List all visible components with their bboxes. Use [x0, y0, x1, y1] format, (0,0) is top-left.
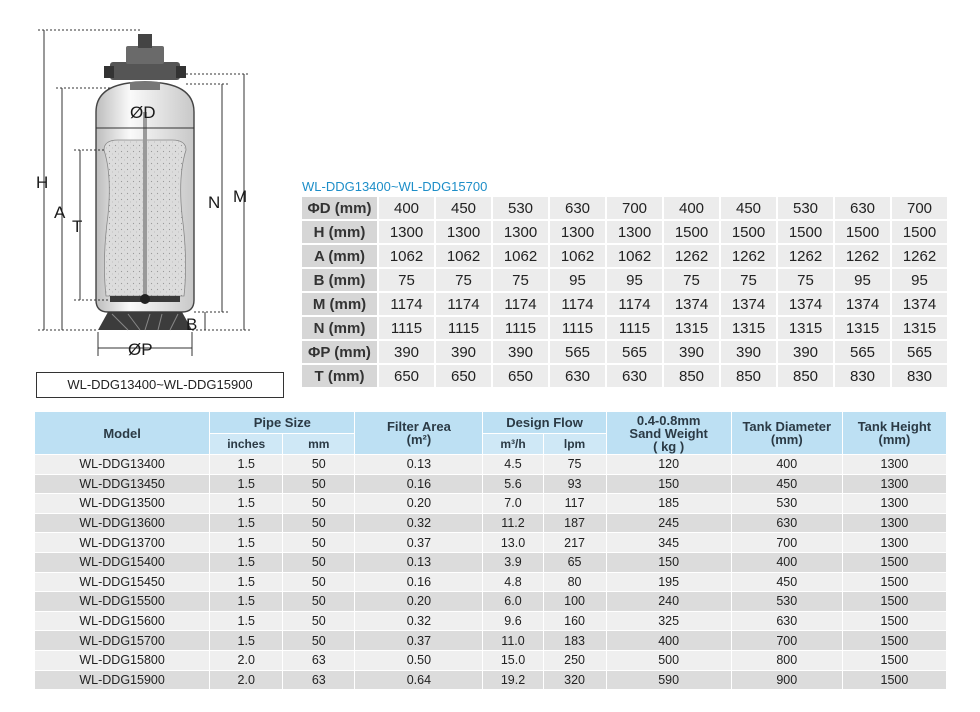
- spec-cell: 11.2: [483, 514, 543, 534]
- dimension-cell: 75: [721, 269, 778, 293]
- spec-cell: 4.5: [483, 455, 543, 475]
- spec-cell: 117: [544, 494, 607, 514]
- spec-cell: 4.8: [483, 573, 543, 593]
- spec-cell: 0.37: [355, 533, 483, 553]
- dimension-cell: 75: [436, 269, 493, 293]
- dimension-cell: 75: [493, 269, 550, 293]
- spec-cell: 50: [283, 533, 355, 553]
- dimension-row: [302, 269, 949, 293]
- dimension-cell: 390: [436, 341, 493, 365]
- filter-tank-diagram: [0, 0, 300, 405]
- spec-cell: 19.2: [483, 671, 543, 691]
- spec-cell: 1300: [843, 455, 947, 475]
- dimension-cell: 700: [607, 197, 664, 221]
- dimension-cell: 1062: [607, 245, 664, 269]
- dimension-cell: 1300: [550, 221, 607, 245]
- spec-row: [35, 592, 947, 612]
- spec-cell: 0.13: [355, 553, 483, 573]
- spec-cell: 13.0: [483, 533, 543, 553]
- spec-cell: 240: [607, 592, 732, 612]
- spec-cell: 195: [607, 573, 732, 593]
- dimension-cell: 1115: [607, 317, 664, 341]
- spec-cell: 700: [732, 631, 843, 651]
- spec-cell: 1.5: [210, 612, 283, 632]
- spec-cell: 50: [283, 553, 355, 573]
- dimension-cell: 630: [550, 365, 607, 389]
- dimension-cell: 1500: [892, 221, 949, 245]
- spec-cell: 1.5: [210, 475, 283, 495]
- spec-cell: 5.6: [483, 475, 543, 495]
- spec-cell: 1.5: [210, 514, 283, 534]
- dimension-row-label: A (mm): [302, 245, 379, 269]
- dimension-cell: 1300: [436, 221, 493, 245]
- spec-row: [35, 455, 947, 475]
- dimension-cell: 1062: [379, 245, 436, 269]
- label-t: T: [72, 217, 83, 236]
- spec-cell: 1300: [843, 514, 947, 534]
- dimension-cell: 400: [664, 197, 721, 221]
- spec-cell: 50: [283, 612, 355, 632]
- spec-cell: 63: [283, 671, 355, 691]
- dimension-cell: 1174: [436, 293, 493, 317]
- diagram-caption: WL-DDG13400~WL-DDG15900: [36, 372, 284, 398]
- spec-cell: 500: [607, 651, 732, 671]
- spec-cell: 217: [544, 533, 607, 553]
- spec-cell: 1.5: [210, 573, 283, 593]
- dimension-cell: 95: [835, 269, 892, 293]
- dimension-cell: 1115: [379, 317, 436, 341]
- label-p: ØP: [128, 340, 153, 359]
- spec-cell: WL-DDG13400: [35, 455, 210, 475]
- spec-cell: 63: [283, 651, 355, 671]
- spec-cell: 1300: [843, 475, 947, 495]
- spec-cell: 50: [283, 592, 355, 612]
- dimension-cell: 450: [721, 197, 778, 221]
- label-h: H: [36, 173, 49, 192]
- dimension-cell: 1374: [721, 293, 778, 317]
- dimension-cell: 1174: [493, 293, 550, 317]
- spec-row: [35, 573, 947, 593]
- dimension-cell: 95: [892, 269, 949, 293]
- spec-cell: 530: [732, 494, 843, 514]
- spec-cell: 11.0: [483, 631, 543, 651]
- dimension-cell: 1300: [607, 221, 664, 245]
- spec-cell: 530: [732, 592, 843, 612]
- dimension-cell: 1115: [436, 317, 493, 341]
- spec-cell: WL-DDG15900: [35, 671, 210, 691]
- spec-cell: 183: [544, 631, 607, 651]
- dimension-row-label: ΦP (mm): [302, 341, 379, 365]
- dimensions-title: WL-DDG13400~WL-DDG15700: [302, 179, 488, 194]
- dimension-cell: 390: [493, 341, 550, 365]
- spec-cell: 93: [544, 475, 607, 495]
- col-m3h: m³/h: [483, 434, 543, 455]
- dimension-row: [302, 293, 949, 317]
- dimension-cell: 565: [550, 341, 607, 365]
- dimension-row: [302, 197, 949, 221]
- spec-cell: WL-DDG15600: [35, 612, 210, 632]
- spec-cell: 9.6: [483, 612, 543, 632]
- spec-cell: 1500: [843, 671, 947, 691]
- spec-cell: 400: [732, 553, 843, 573]
- spec-row: [35, 533, 947, 553]
- col-design-flow: Design Flow: [483, 412, 606, 434]
- spec-cell: 0.20: [355, 592, 483, 612]
- dimension-cell: 530: [778, 197, 835, 221]
- spec-cell: 400: [607, 631, 732, 651]
- dimension-cell: 1500: [778, 221, 835, 245]
- dimension-cell: 75: [664, 269, 721, 293]
- spec-cell: 1300: [843, 494, 947, 514]
- tank-height-unit: (mm): [878, 432, 911, 447]
- spec-row: [35, 671, 947, 691]
- spec-cell: 150: [607, 475, 732, 495]
- spec-cell: WL-DDG15400: [35, 553, 210, 573]
- spec-cell: 1500: [843, 573, 947, 593]
- spec-row: [35, 514, 947, 534]
- spec-cell: 80: [544, 573, 607, 593]
- spec-cell: 320: [544, 671, 607, 691]
- dimension-cell: 1062: [436, 245, 493, 269]
- spec-cell: 0.50: [355, 651, 483, 671]
- dimension-row-label: B (mm): [302, 269, 379, 293]
- spec-cell: 1500: [843, 553, 947, 573]
- dimension-cell: 630: [550, 197, 607, 221]
- spec-cell: 900: [732, 671, 843, 691]
- sand-weight-line2: Sand Weight: [629, 425, 708, 441]
- col-mm: mm: [283, 434, 355, 455]
- spec-row: [35, 553, 947, 573]
- dimension-cell: 650: [379, 365, 436, 389]
- dimension-row: [302, 317, 949, 341]
- col-tank-diameter: [732, 412, 843, 455]
- spec-cell: 75: [544, 455, 607, 475]
- spec-cell: 50: [283, 514, 355, 534]
- col-inches: inches: [210, 434, 283, 455]
- dimension-cell: 650: [436, 365, 493, 389]
- dimension-row-label: N (mm): [302, 317, 379, 341]
- dimension-cell: 1500: [721, 221, 778, 245]
- tank-diameter-label: Tank Diameter: [742, 419, 832, 434]
- dimension-cell: 1262: [892, 245, 949, 269]
- label-m: M: [233, 187, 248, 206]
- spec-cell: 1500: [843, 631, 947, 651]
- col-pipe-size: Pipe Size: [210, 412, 355, 434]
- spec-cell: 0.16: [355, 573, 483, 593]
- spec-table: [35, 412, 947, 690]
- spec-cell: 1.5: [210, 592, 283, 612]
- spec-cell: 0.37: [355, 631, 483, 651]
- label-n: N: [208, 193, 221, 212]
- dimension-cell: 390: [379, 341, 436, 365]
- dimension-row: [302, 341, 949, 365]
- tank-diameter-unit: (mm): [770, 432, 803, 447]
- dimension-cell: 1062: [493, 245, 550, 269]
- dimension-cell: 1115: [550, 317, 607, 341]
- col-sand-weight: [607, 412, 732, 455]
- dimension-cell: 1315: [892, 317, 949, 341]
- dimension-cell: 630: [835, 197, 892, 221]
- spec-cell: 100: [544, 592, 607, 612]
- dimension-cell: 390: [778, 341, 835, 365]
- spec-cell: 6.0: [483, 592, 543, 612]
- dimension-cell: 650: [493, 365, 550, 389]
- spec-cell: 1.5: [210, 533, 283, 553]
- spec-cell: 0.20: [355, 494, 483, 514]
- col-filter-area: [355, 412, 483, 455]
- dimension-cell: 390: [721, 341, 778, 365]
- spec-cell: WL-DDG15450: [35, 573, 210, 593]
- dimensions-table: [302, 197, 949, 389]
- spec-cell: 590: [607, 671, 732, 691]
- dimension-cell: 850: [778, 365, 835, 389]
- dimension-cell: 1374: [835, 293, 892, 317]
- spec-cell: 7.0: [483, 494, 543, 514]
- dimension-cell: 850: [721, 365, 778, 389]
- tank-height-label: Tank Height: [857, 419, 932, 434]
- spec-cell: 1500: [843, 612, 947, 632]
- spec-cell: 187: [544, 514, 607, 534]
- label-a: A: [54, 203, 66, 222]
- spec-cell: 0.32: [355, 514, 483, 534]
- spec-cell: 150: [607, 553, 732, 573]
- dimension-cell: 1374: [664, 293, 721, 317]
- spec-cell: 630: [732, 514, 843, 534]
- col-tank-height: [843, 412, 947, 455]
- dimension-row: [302, 245, 949, 269]
- spec-cell: 1.5: [210, 455, 283, 475]
- spec-cell: 50: [283, 573, 355, 593]
- dimension-cell: 75: [778, 269, 835, 293]
- dimension-cell: 450: [436, 197, 493, 221]
- spec-cell: 800: [732, 651, 843, 671]
- dimension-cell: 1300: [379, 221, 436, 245]
- spec-row: [35, 475, 947, 495]
- spec-cell: 50: [283, 494, 355, 514]
- spec-cell: 345: [607, 533, 732, 553]
- tank-base: [98, 312, 192, 330]
- dimension-row-label: M (mm): [302, 293, 379, 317]
- dimension-cell: 1315: [721, 317, 778, 341]
- spec-cell: 2.0: [210, 671, 283, 691]
- dimension-cell: 1315: [664, 317, 721, 341]
- spec-cell: 120: [607, 455, 732, 475]
- col-model: Model: [35, 412, 210, 455]
- dimension-cell: 565: [892, 341, 949, 365]
- dimension-cell: 95: [550, 269, 607, 293]
- spec-cell: 325: [607, 612, 732, 632]
- dimension-row-label: T (mm): [302, 365, 379, 389]
- spec-cell: 0.64: [355, 671, 483, 691]
- label-b: B: [186, 315, 198, 334]
- spec-cell: 700: [732, 533, 843, 553]
- spec-cell: 250: [544, 651, 607, 671]
- dimension-cell: 1174: [550, 293, 607, 317]
- spec-cell: 0.32: [355, 612, 483, 632]
- dimension-row-label: H (mm): [302, 221, 379, 245]
- spec-row: [35, 651, 947, 671]
- dimension-cell: 1062: [550, 245, 607, 269]
- spec-cell: 50: [283, 631, 355, 651]
- sand-weight-line1: 0.4-0.8mm: [636, 412, 701, 428]
- dimension-cell: 1374: [892, 293, 949, 317]
- dimension-cell: 1174: [379, 293, 436, 317]
- dimension-cell: 630: [607, 365, 664, 389]
- spec-row: [35, 612, 947, 632]
- dimension-cell: 850: [664, 365, 721, 389]
- dimension-cell: 1262: [778, 245, 835, 269]
- dimension-cell: 830: [892, 365, 949, 389]
- spec-cell: 2.0: [210, 651, 283, 671]
- dimension-cell: 565: [835, 341, 892, 365]
- dimension-cell: 1315: [835, 317, 892, 341]
- spec-cell: 1500: [843, 651, 947, 671]
- spec-cell: 1.5: [210, 553, 283, 573]
- filter-area-unit: (m²): [406, 432, 432, 447]
- spec-cell: 450: [732, 475, 843, 495]
- dimension-cell: 95: [607, 269, 664, 293]
- dimension-cell: 1262: [721, 245, 778, 269]
- dimension-cell: 1500: [664, 221, 721, 245]
- dimension-cell: 1500: [835, 221, 892, 245]
- spec-cell: 185: [607, 494, 732, 514]
- spec-row: [35, 631, 947, 651]
- spec-cell: 0.13: [355, 455, 483, 475]
- spec-cell: WL-DDG13700: [35, 533, 210, 553]
- spec-row: [35, 494, 947, 514]
- spec-cell: 400: [732, 455, 843, 475]
- dimension-cell: 565: [607, 341, 664, 365]
- spec-cell: WL-DDG13600: [35, 514, 210, 534]
- dimension-cell: 530: [493, 197, 550, 221]
- spec-cell: 50: [283, 455, 355, 475]
- dimension-cell: 390: [664, 341, 721, 365]
- spec-cell: 245: [607, 514, 732, 534]
- spec-cell: 65: [544, 553, 607, 573]
- filter-area-label: Filter Area: [386, 419, 451, 434]
- dimension-cell: 1262: [835, 245, 892, 269]
- spec-cell: 630: [732, 612, 843, 632]
- spec-cell: 450: [732, 573, 843, 593]
- spec-cell: WL-DDG13450: [35, 475, 210, 495]
- dimension-cell: 75: [379, 269, 436, 293]
- spec-cell: 50: [283, 475, 355, 495]
- dimension-cell: 1315: [778, 317, 835, 341]
- spec-cell: WL-DDG15800: [35, 651, 210, 671]
- spec-cell: WL-DDG13500: [35, 494, 210, 514]
- dimension-cell: 1300: [493, 221, 550, 245]
- spec-cell: 0.16: [355, 475, 483, 495]
- dimension-cell: 1374: [778, 293, 835, 317]
- spec-cell: 1500: [843, 592, 947, 612]
- spec-cell: 160: [544, 612, 607, 632]
- spec-cell: 1.5: [210, 494, 283, 514]
- dimension-cell: 830: [835, 365, 892, 389]
- spec-cell: 15.0: [483, 651, 543, 671]
- dimension-cell: 1262: [664, 245, 721, 269]
- spec-cell: 1.5: [210, 631, 283, 651]
- spec-cell: WL-DDG15500: [35, 592, 210, 612]
- spec-cell: 3.9: [483, 553, 543, 573]
- col-lpm: lpm: [544, 434, 607, 455]
- dimension-row: [302, 365, 949, 389]
- dimension-cell: 700: [892, 197, 949, 221]
- spec-cell: WL-DDG15700: [35, 631, 210, 651]
- dimension-row: [302, 221, 949, 245]
- dimension-cell: 1174: [607, 293, 664, 317]
- spec-cell: 1300: [843, 533, 947, 553]
- label-d: ØD: [130, 103, 156, 122]
- dimension-row-label: ΦD (mm): [302, 197, 379, 221]
- sand-weight-line3: ( kg ): [653, 438, 685, 454]
- dimension-cell: 400: [379, 197, 436, 221]
- dimension-cell: 1115: [493, 317, 550, 341]
